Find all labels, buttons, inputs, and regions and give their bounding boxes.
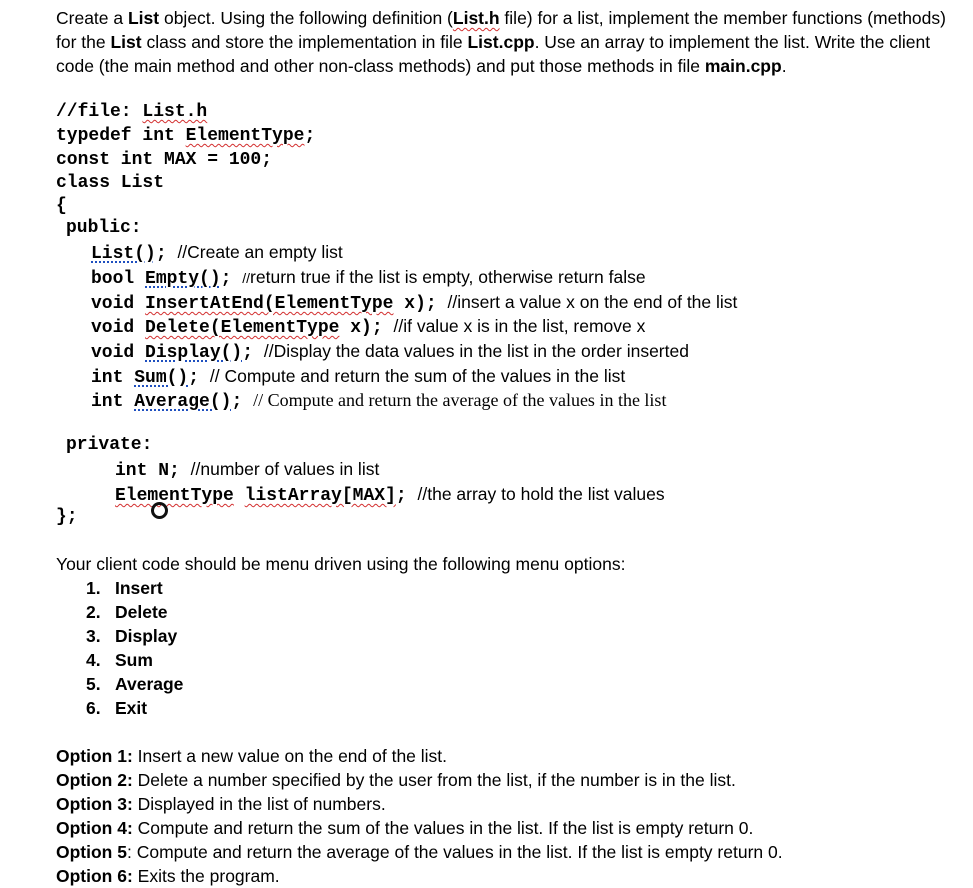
empty-keyword: bool [91,269,146,289]
option-label: Option 1: [56,746,133,766]
intro-list-bold-1: List [127,8,160,28]
average-comment: // Compute and return the average of the values in the list [253,390,667,410]
code-line-close-brace [56,505,78,529]
display-comment: //Display the data values in the list in the order inserted [263,341,689,361]
code-line-class [56,171,164,195]
intro-text-5: . Use an array to implement the list. Write the client code (the main method and other non-class methods) and put those methods in file [56,32,931,76]
menu-item-label: Sum [115,650,153,670]
option-text: Delete a number specified by the user from the list, if the number is in the list. [132,770,736,790]
code-line-file-comment [56,100,207,124]
average-code: ; [231,392,243,412]
private-label: private: [66,435,153,455]
insert-name: InsertAtEnd(ElementType [145,294,394,314]
typedef-keyword: typedef int [56,126,186,146]
intro-file-cpp: List.cpp [467,32,535,52]
average-keyword: int [91,392,135,412]
intro-list-bold-2: List [110,32,142,52]
sum-comment: // Compute and return the sum of the values in the list [209,366,626,386]
empty-comment: return true if the list is empty, otherwise return false [250,267,646,287]
cursor-ring-icon [151,502,168,519]
class-line: class List [56,173,165,193]
array-comment: //the array to hold the list values [417,484,665,504]
delete-comment: //if value x is in the list, remove x [393,316,646,336]
menu-item-label: Display [115,626,178,646]
code-line-delete [91,314,645,338]
ctor-code: ; [155,244,167,264]
typedef-name: ElementType [185,126,305,146]
code-line-average [91,388,666,412]
insert-comment: //insert a value x on the end of the list [447,292,738,312]
average-name: Average() [134,392,232,412]
empty-code: ; [220,269,232,289]
intro-file-main: main.cpp [704,56,782,76]
code-line-open-brace [56,194,67,218]
option-description [56,768,736,792]
display-code: ; [242,343,254,363]
code-line-array [115,482,665,506]
option-description [56,792,386,816]
intro-text-3: file) for a list, implement the member functions (methods) for the [56,8,946,52]
n-code: int N; [115,461,180,481]
menu-item-label: Exit [115,698,148,718]
file-comment-prefix: //file: [56,102,143,122]
sum-code: ; [188,368,200,388]
option-label: Option 5 [56,842,127,862]
menu-item-number: 6. [86,698,101,718]
code-line-private [66,433,152,457]
insert-code: x); [393,294,437,314]
close-brace: }; [56,507,78,527]
option-label: Option 2: [56,770,133,790]
menu-item [86,624,177,648]
menu-item-number: 2. [86,602,101,622]
code-line-empty [91,265,646,289]
code-line-typedef [56,124,315,148]
intro-text-2: object. Using the following definition ( [159,8,453,28]
option-description [56,816,753,840]
ctor-name: List() [91,244,156,264]
option-label: Option 4: [56,818,133,838]
menu-item-number: 1. [86,578,101,598]
array-type: ElementType [115,486,234,506]
menu-item [86,648,153,672]
ctor-comment: //Create an empty list [177,242,343,262]
menu-item-label: Delete [115,602,168,622]
delete-keyword: void [91,318,146,338]
const-line: const int MAX = 100; [56,150,273,170]
option-description [56,840,783,864]
code-line-public [66,216,142,240]
public-label: public: [66,218,142,238]
option-text: Displayed in the list of numbers. [132,794,386,814]
option-text: Insert a new value on the end of the list. [132,746,448,766]
menu-item [86,672,183,696]
intro-text-6: . [781,56,787,76]
option-label: Option 3: [56,794,133,814]
menu-item-number: 4. [86,650,101,670]
file-comment-name: List.h [142,102,208,122]
option-text: : Compute and return the average of the values in the list. If the list is empty return 0. [126,842,783,862]
display-keyword: void [91,343,146,363]
n-comment: //number of values in list [190,459,380,479]
option-description [56,864,280,888]
menu-item-label: Insert [115,578,163,598]
menu-item [86,576,163,600]
menu-item-number: 5. [86,674,101,694]
intro-paragraph [56,6,961,78]
empty-comment-slash: // [242,270,251,286]
array-code: ; [395,486,407,506]
code-line-insert [91,290,737,314]
option-text: Exits the program. [132,866,280,886]
menu-item [86,696,147,720]
display-name: Display() [145,343,243,363]
option-text: Compute and return the sum of the values in the list. If the list is empty return 0. [132,818,754,838]
code-line-const [56,148,272,172]
code-line-n [115,457,379,481]
insert-keyword: void [91,294,146,314]
document [56,6,961,886]
menu-heading: Your client code should be menu driven using the following menu options: [56,554,626,574]
sum-keyword: int [91,368,135,388]
option-description [56,744,447,768]
code-line-display [91,339,689,363]
typedef-end: ; [304,126,316,146]
delete-code: x); [339,318,383,338]
sum-name: Sum() [134,368,189,388]
menu-item [86,600,168,624]
empty-name: Empty() [145,269,221,289]
open-brace: { [56,196,67,216]
intro-text-4: class and store the implementation in file [141,32,468,52]
array-name: listArray[MAX] [244,486,396,506]
code-line-ctor [91,240,343,264]
menu-item-number: 3. [86,626,101,646]
menu-item-label: Average [115,674,184,694]
intro-text-1: Create a [56,8,128,28]
code-line-sum [91,364,625,388]
intro-file-h: List.h [452,8,500,28]
delete-name: Delete(ElementType [145,318,340,338]
option-label: Option 6: [56,866,133,886]
